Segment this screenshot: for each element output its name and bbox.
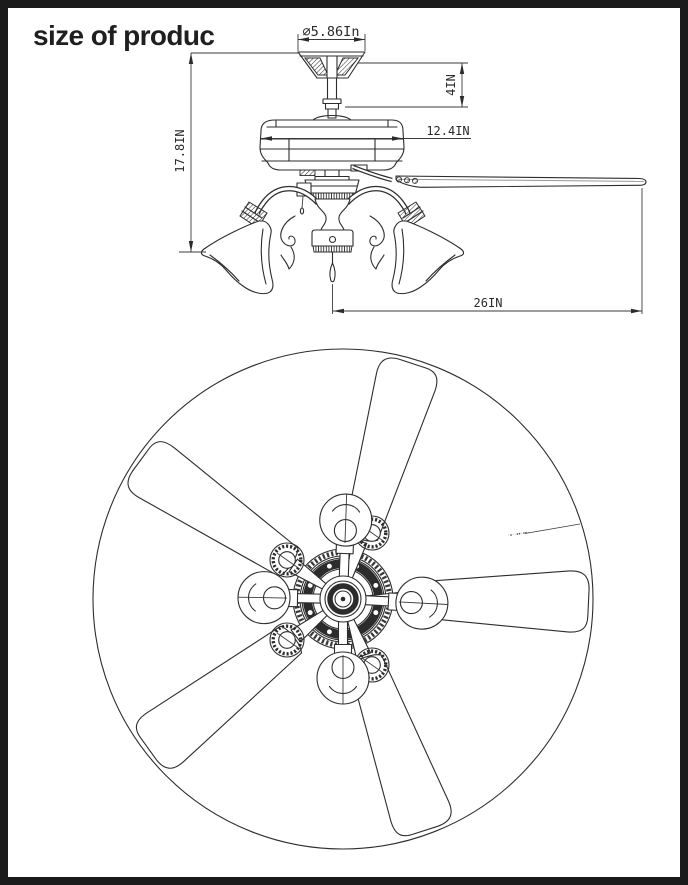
hub-center bbox=[320, 576, 366, 622]
dim-canopy-diameter-label: ⌀5.86In bbox=[302, 24, 360, 40]
dimension-downrod-length bbox=[345, 63, 468, 107]
dim-downrod-length-label: 4IN bbox=[444, 74, 458, 96]
lamp-shade-left bbox=[201, 221, 273, 294]
page-title: size of produc bbox=[33, 20, 215, 51]
downrod bbox=[323, 78, 341, 118]
lamp-arm-left bbox=[257, 189, 318, 214]
side-blade bbox=[353, 167, 646, 187]
edge-stamp-annotation bbox=[508, 524, 580, 537]
dim-blade-reach-label: 26IN bbox=[473, 296, 503, 310]
top-view-drawing bbox=[93, 349, 593, 849]
scroll-ornament-right bbox=[370, 216, 384, 269]
dim-overall-height-label: 17.8IN bbox=[173, 129, 187, 173]
dimension-blade-reach bbox=[333, 188, 643, 314]
side-view-drawing bbox=[173, 24, 646, 314]
pull-chain bbox=[330, 252, 335, 282]
lamp-arm-right bbox=[347, 189, 408, 214]
edge-stamp-text: ·▪··▪▪·▪▪· bbox=[507, 530, 530, 538]
canopy bbox=[298, 52, 365, 78]
dim-motor-width-label: 12.4IN bbox=[426, 124, 470, 138]
scroll-ornament-left bbox=[281, 216, 295, 269]
dimension-canopy-diameter bbox=[298, 24, 365, 51]
motor-housing bbox=[260, 116, 404, 176]
switch-housing bbox=[312, 199, 353, 252]
lamp-shade-right bbox=[392, 221, 464, 294]
